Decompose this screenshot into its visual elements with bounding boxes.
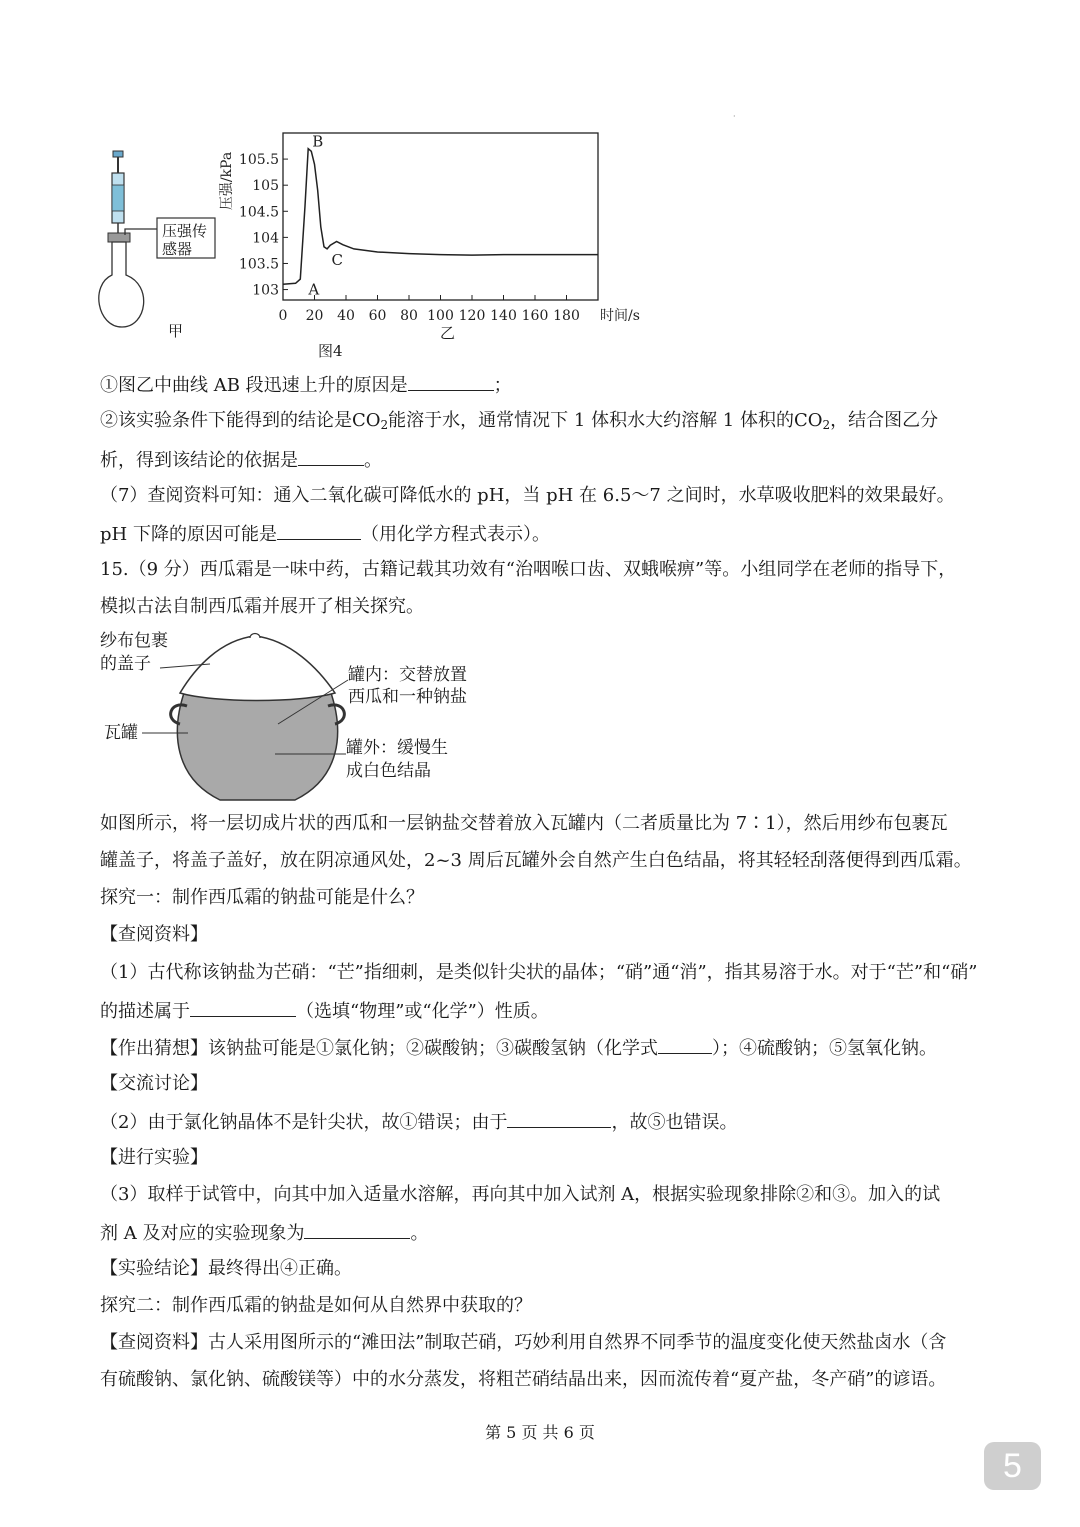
y-tick-label: 105.5 (238, 152, 279, 169)
jar-label: 瓦罐 (104, 723, 138, 743)
apparatus-caption: 甲 (168, 322, 184, 340)
q14-part1: ①图乙中曲线 AB 段迅速上升的原因是 ； (100, 372, 512, 398)
syringe-plunger-cap (113, 151, 123, 157)
pressure-curve (283, 149, 598, 285)
q14-part2-line2: 析，得到该结论的依据是 。 (100, 447, 382, 473)
pressure-chart (215, 125, 645, 340)
q15-s3-line2: 剂 A 及对应的实验现象为 。 (100, 1220, 428, 1246)
q15-s1-line1: （1）古代称该钠盐为芒硝：“芒”指细刺，是类似针尖状的晶体；“硝”通“消”，指其易溶于水。对于“芒”和“硝” (100, 962, 978, 983)
point-label-a: A (308, 280, 320, 299)
answer-blank-formula[interactable] (658, 1035, 712, 1054)
q15-desc-line1: 如图所示，将一层切成片状的西瓜和一层钠盐交替着放入瓦罐内（二者质量比为 7∶1），然后用纱布包裹瓦 (100, 813, 948, 834)
x-tick-label: 40 (337, 308, 355, 324)
x-tick-label: 0 (278, 308, 288, 324)
x-tick-label: 80 (400, 308, 418, 324)
answer-blank-basis[interactable] (298, 447, 364, 466)
lid-label-line2: 的盖子 (100, 654, 151, 674)
figure-caption: 图4 (318, 342, 343, 360)
ref1-heading: 【查阅资料】 (100, 924, 208, 945)
q15-s3-line1: （3）取样于试管中，向其中加入适量水溶解，再向其中加入试剂 A，根据实验现象排除②和③。加入的试 (100, 1184, 941, 1205)
q15-s2: （2）由于氯化钠晶体不是针尖状，故①错误；由于 ，故⑤也错误。 (100, 1109, 737, 1135)
round-flask (99, 242, 144, 327)
discuss-heading: 【交流讨论】 (100, 1073, 208, 1094)
inside-label-line2: 西瓜和一种钠盐 (348, 687, 467, 707)
x-tick-label: 120 (458, 308, 486, 324)
conclusion-line: 【实验结论】最终得出④正确。 (100, 1258, 352, 1279)
q15-ref2-line2: 有硫酸钠、氯化钠、硫酸镁等）中的水分蒸发，将粗芒硝结晶出来，因而流传着“夏产盐，冬产硝”的谚语。 (100, 1369, 947, 1390)
q15-s1-line2: 的描述属于 （选填“物理”或“化学”）性质。 (100, 998, 549, 1024)
x-axis-label: 时间/s (600, 308, 640, 324)
y-tick-label: 104.5 (238, 204, 279, 221)
answer-blank-reason5[interactable] (507, 1109, 611, 1128)
q14-part7-line1: （7）查阅资料可知：通入二氧化碳可降低水的 pH，当 pH 在 6.5～7 之间时，水草吸收肥料的效果最好。 (100, 485, 955, 506)
x-tick-label: 100 (427, 308, 454, 324)
sensor-label-line1: 压强传 (162, 222, 208, 240)
experiment-heading: 【进行实验】 (100, 1147, 208, 1168)
answer-blank-property[interactable] (190, 998, 296, 1017)
lid-label-line1: 纱布包裹 (100, 631, 168, 651)
x-tick-label: 160 (521, 308, 549, 324)
y-tick-label: 103.5 (238, 256, 279, 273)
y-tick-label: 105 (252, 178, 279, 195)
scan-dot: · (733, 112, 736, 121)
page-number-badge: 5 (984, 1442, 1041, 1490)
q14-part2-line1: ②该实验条件下能得到的结论是$CO_2$能溶于水，通常情况下 1 体积水大约溶解 1 体积的$CO_2$，结合图乙分 (100, 410, 939, 432)
x-tick-label: 180 (553, 308, 580, 324)
page-footer: 第 5 页 共 6 页 (485, 1423, 595, 1442)
outside-label-line2: 成白色结晶 (346, 761, 431, 781)
point-label-c: C (331, 250, 344, 269)
explore2-heading: 探究二：制作西瓜霜的钠盐是如何从自然界中获取的？ (100, 1295, 532, 1316)
sensor-label-line2: 感器 (162, 240, 193, 258)
x-tick-label: 140 (490, 308, 517, 324)
q15-guess: 【作出猜想】该钠盐可能是①氯化钠；②碳酸钠；③碳酸氢钠（化学式 ）；④硫酸钠；⑤氢氧化钠。 (100, 1035, 937, 1061)
chart-caption: 乙 (440, 324, 456, 342)
q15-ref2-line1: 【查阅资料】古人采用图所示的“滩田法”制取芒硝，巧妙利用自然界不同季节的温度变化使天然盐卤水（含 (100, 1332, 947, 1353)
apparatus-diagram (95, 145, 225, 345)
flask-stopper (108, 233, 130, 242)
clay-jar-body (177, 690, 337, 800)
answer-blank-ab-reason[interactable] (408, 372, 494, 391)
q15-intro-line1: 15.（9 分）西瓜霜是一味中药，古籍记载其功效有“治咽喉口齿、双蛾喉痹”等。小组同学在老师的指导下， (100, 559, 957, 580)
q15-desc-line2: 罐盖子，将盖子盖好，放在阴凉通风处，2~3 周后瓦罐外会自然产生白色结晶，将其轻轻刮落便得到西瓜霜。 (100, 850, 972, 871)
plot-frame (283, 133, 598, 300)
y-axis-label: 压强/kPa (219, 151, 235, 211)
explore1-heading: 探究一：制作西瓜霜的钠盐可能是什么？ (100, 887, 424, 908)
x-tick-label: 20 (305, 308, 324, 324)
q14-part7-line2: pH 下降的原因可能是 （用化学方程式表示）。 (100, 521, 550, 547)
point-label-b: B (312, 132, 324, 151)
gauze-wrapped-lid (180, 636, 335, 701)
y-tick-label: 104 (252, 230, 279, 247)
x-tick-label: 60 (368, 308, 387, 324)
y-tick-label: 103 (252, 282, 279, 299)
answer-blank-reagent[interactable] (304, 1220, 410, 1239)
outside-label-line1: 罐外：缓慢生 (346, 738, 448, 758)
clay-pot-diagram (100, 628, 480, 818)
inside-label-line1: 罐内：交替放置 (348, 665, 467, 685)
answer-blank-equation[interactable] (277, 521, 361, 540)
q15-intro-line2: 模拟古法自制西瓜霜并展开了相关探究。 (100, 596, 424, 617)
